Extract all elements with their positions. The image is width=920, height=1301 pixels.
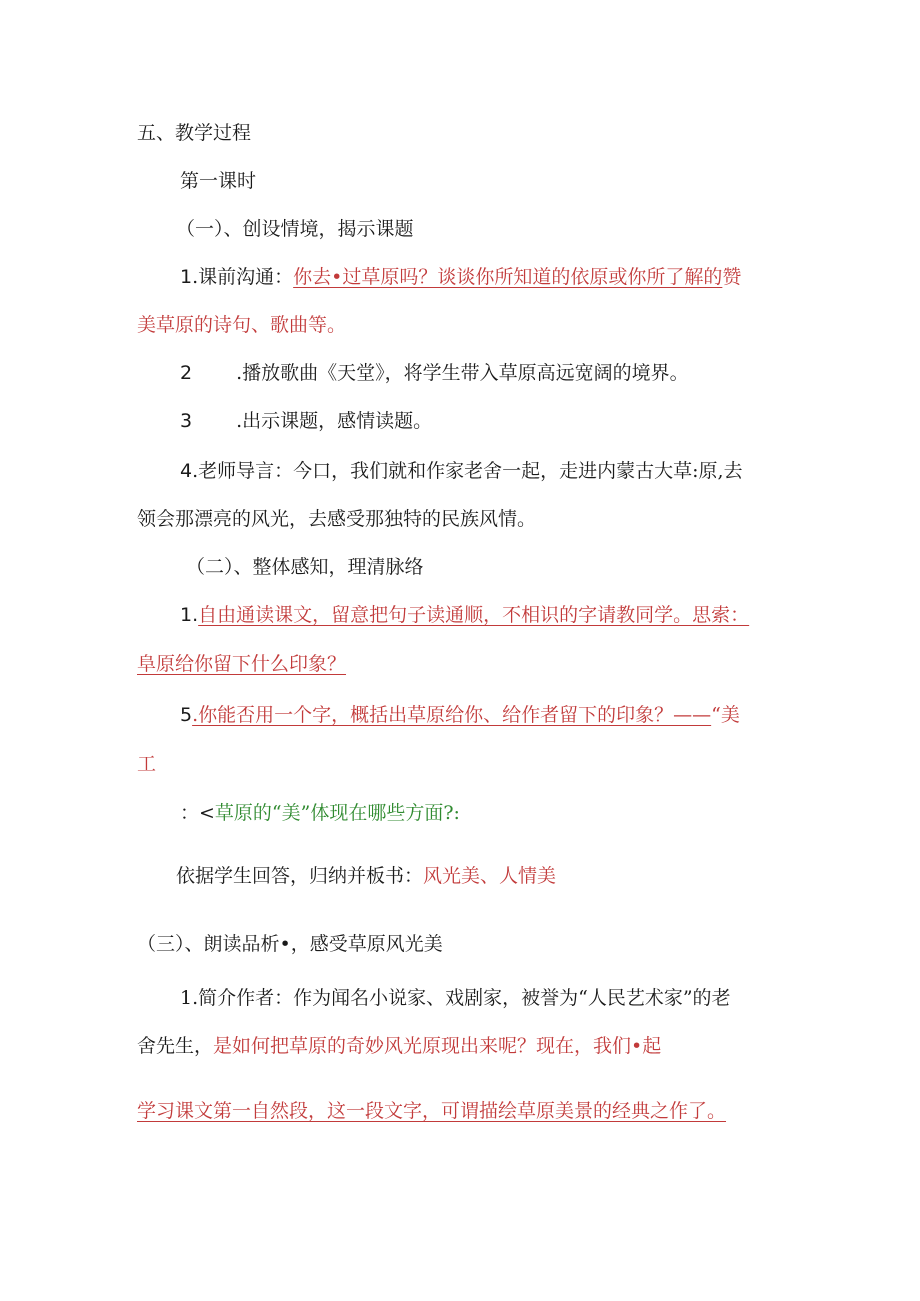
item-number: 1. [180, 604, 199, 626]
part1-heading: （一）、创设情境，揭示课题 [176, 218, 414, 240]
part1-item2 [180, 360, 689, 386]
part1-item3 [180, 408, 432, 434]
part1-item4 [180, 458, 743, 484]
item-prefix: .课前沟通： [192, 266, 294, 288]
highlighted-text: 你去•过草原吗？谈谈你所知道的依原或你所了解的 [293, 266, 723, 288]
item-number: 5 [180, 704, 193, 726]
item-number: 3 [180, 410, 193, 432]
question-text: 草原的“美”体现在哪些方面?: [214, 802, 460, 824]
part3-heading: （三）、朗读品析•，感受草原风光美 [137, 933, 443, 955]
part2-item5-continuation: 工 [137, 753, 157, 775]
part2-item5 [180, 702, 740, 728]
item-number: 4 [180, 460, 193, 482]
part3-item1: 1.简介作者：作为闻名小说家、戏剧家，被誉为“人民艺术家”的老 [180, 987, 731, 1009]
part3-item1-line2 [137, 1033, 661, 1059]
plain-text: 舍先生， [137, 1035, 214, 1057]
highlighted-text-tail: “美 [711, 704, 740, 726]
part2-item1-continuation: 阜原给你留下什么印象？ [137, 653, 347, 675]
question-marker: ：< [180, 802, 215, 824]
item-text: .出示课题，感情读题。 [236, 410, 433, 432]
highlighted-text: .你能否用一个字，概括出草原给你、给作者留下的印象？—— [192, 704, 712, 726]
item-number: 2 [180, 362, 193, 384]
part2-heading: （二）、整体感知，理清脉络 [186, 556, 424, 578]
part1-item1-continuation: 美草原的诗句、歌曲等。 [137, 314, 347, 336]
lesson-label: 第一课时 [180, 170, 257, 192]
item-text: .播放歌曲《天堂》，将学生带入草原高远宽阔的境界。 [236, 362, 689, 384]
part2-question [180, 800, 460, 826]
item-number: 1 [180, 266, 193, 288]
part3-item1-line3: 学习课文第一自然段，这一段文字，可谓描绘草原美景的经典之作了。 [137, 1100, 727, 1122]
highlighted-text-tail: 赞 [722, 266, 742, 288]
part2-item1 [180, 602, 749, 628]
summary-board-text: 风光美、人情美 [423, 865, 557, 887]
item-text: .老师导言：今口，我们就和作家老舍一起，走进内蒙古大草:原,去 [192, 460, 743, 482]
section-title: 五、教学过程 [137, 122, 252, 144]
part1-item1 [180, 264, 741, 290]
highlighted-text: 是如何把草原的奇妙风光原现出来呢？现在，我们•起 [213, 1035, 662, 1057]
part2-summary [176, 863, 556, 889]
summary-text: 依据学生回答，归纳并板书： [176, 865, 424, 887]
part1-item4-continuation: 领会那漂亮的风光，去感受那独特的民族风情。 [137, 508, 537, 530]
highlighted-text: 自由通读课文，留意把句子读通顺，不相识的字请教同学。思索： [198, 604, 750, 626]
